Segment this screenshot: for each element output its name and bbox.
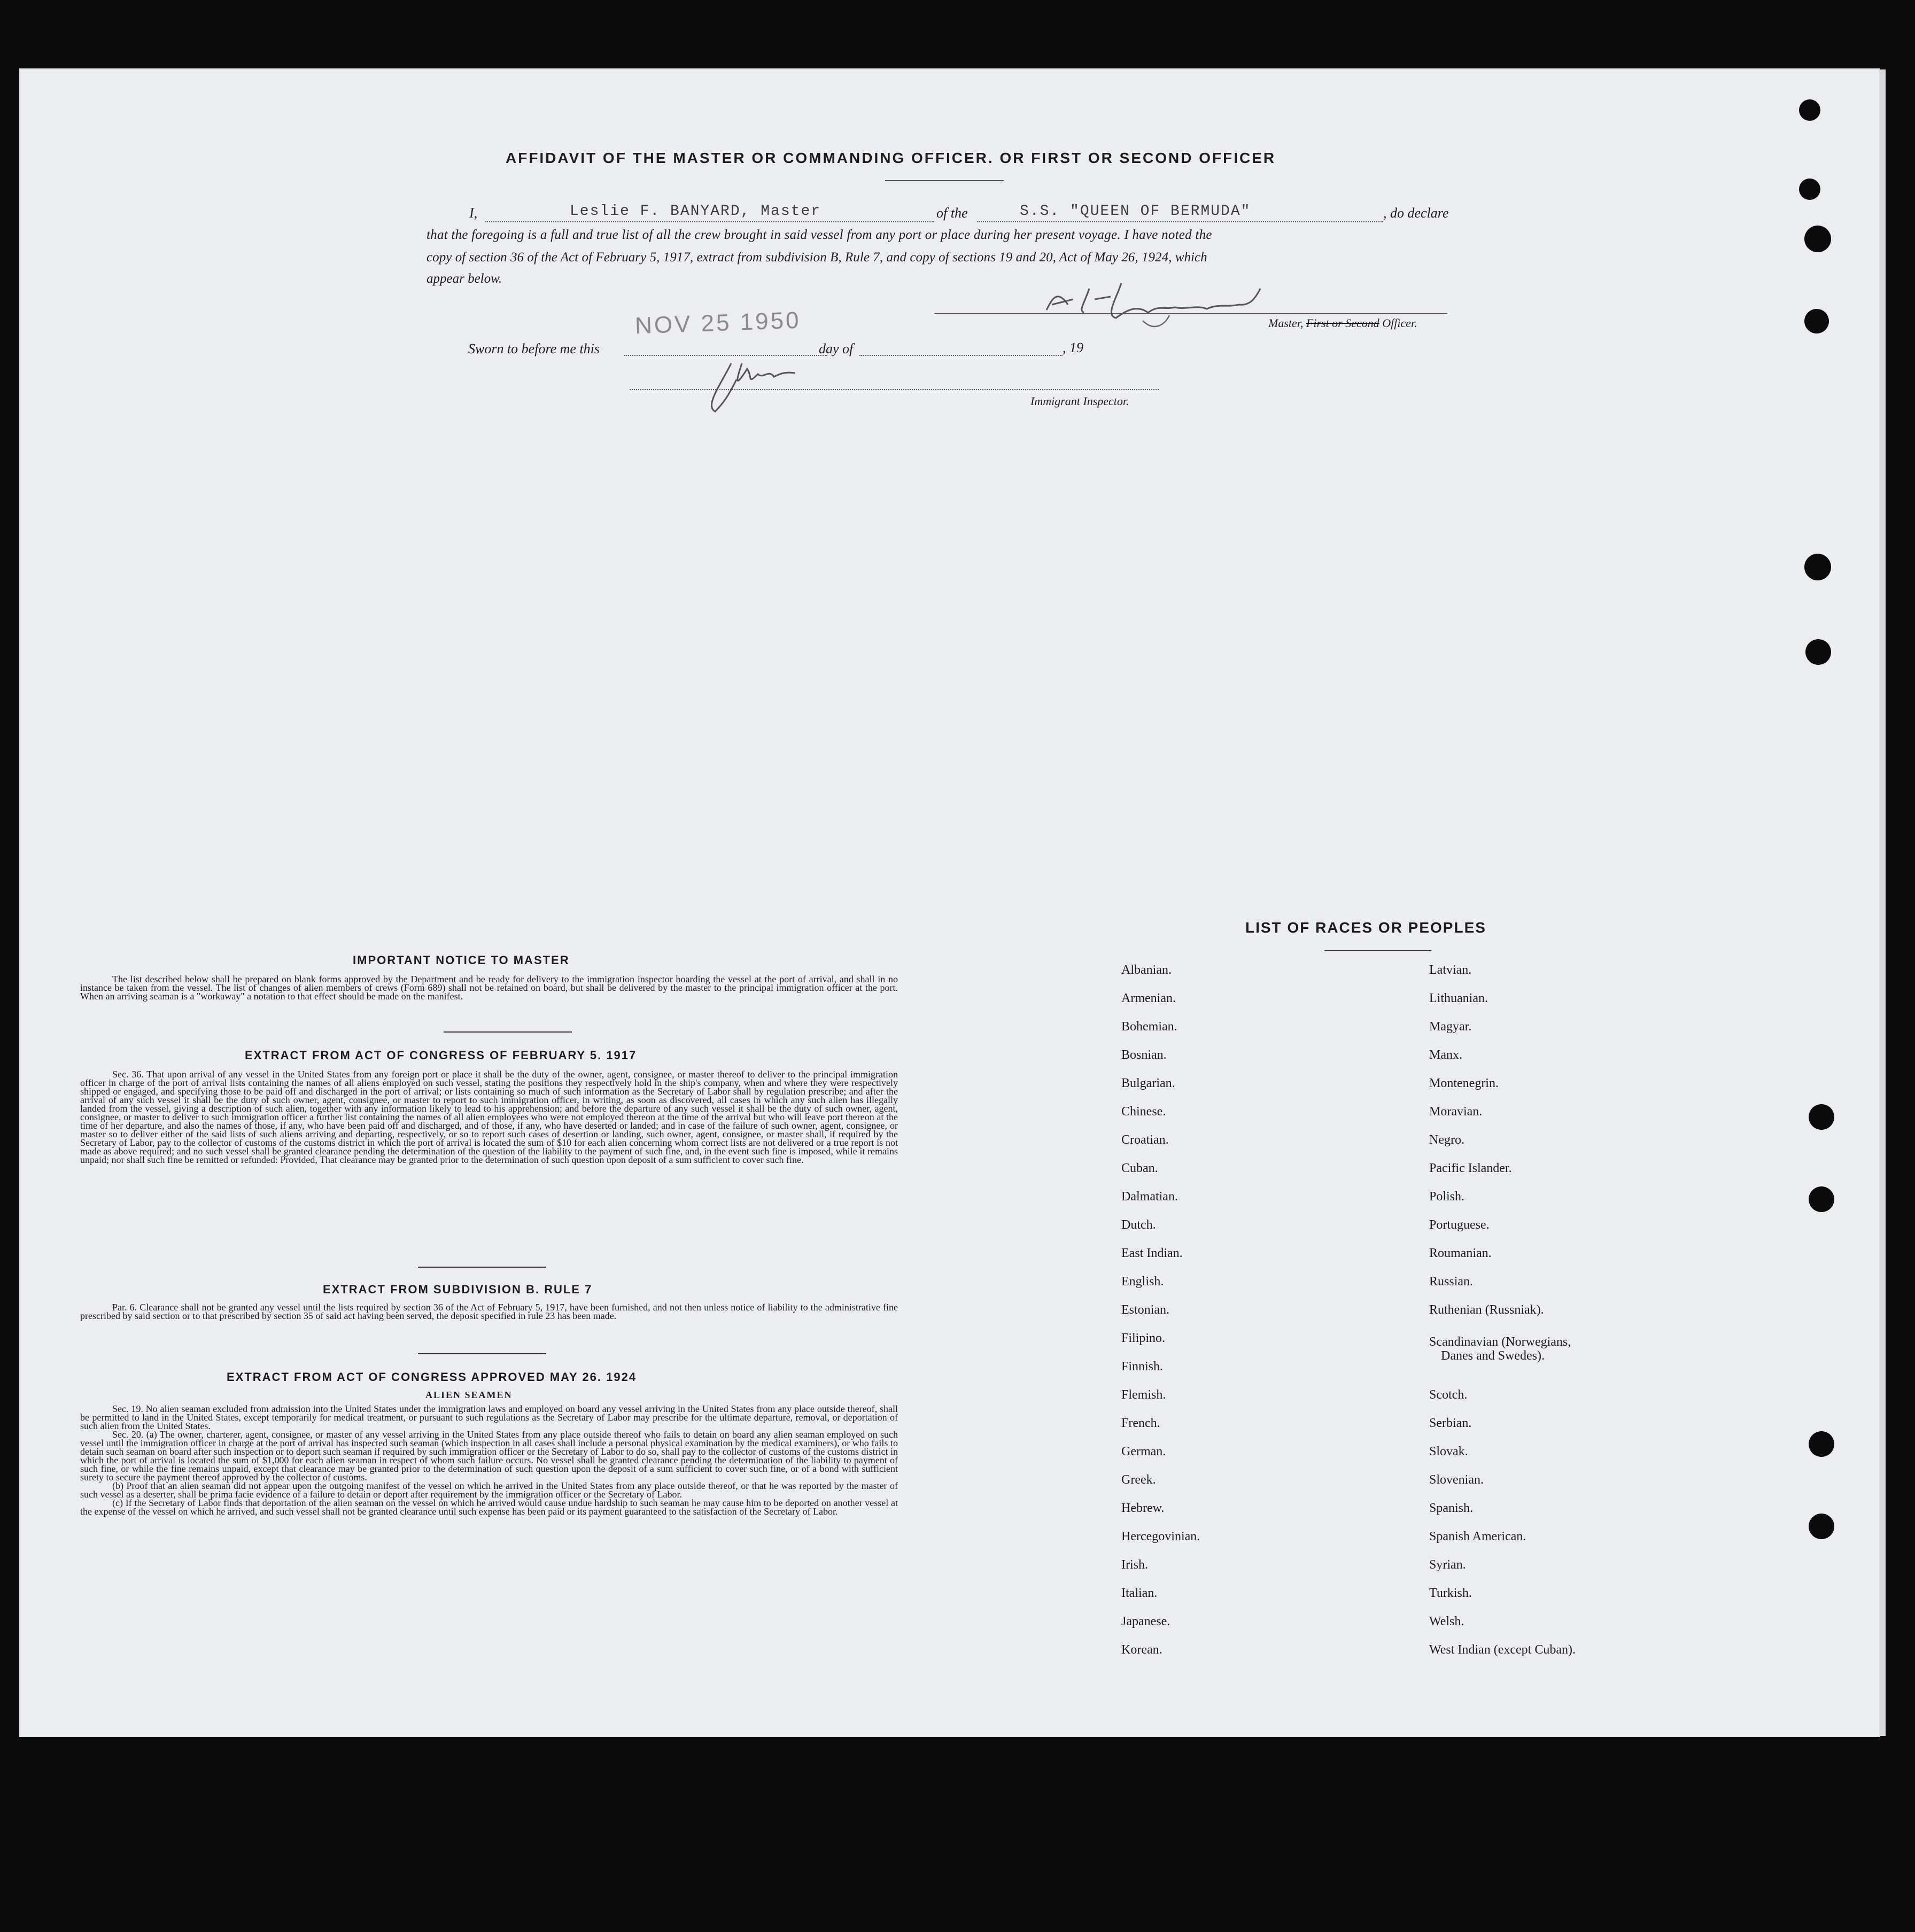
race-item: Lithuanian. bbox=[1429, 991, 1488, 1005]
race-item: Portuguese. bbox=[1429, 1218, 1490, 1232]
race-item: Hebrew. bbox=[1121, 1501, 1165, 1515]
race-item: English. bbox=[1121, 1275, 1164, 1289]
race-item: Chinese. bbox=[1121, 1105, 1166, 1119]
rule7-divider bbox=[418, 1353, 546, 1354]
race-item: Finnish. bbox=[1121, 1360, 1164, 1374]
act1924-sec20c: (c) If the Secretary of Labor finds that deportation of the alien seaman on the vessel on which he arrived would cause undue hardship to such seaman he may cause him to be deported on another vessel at the expense of the vessel on which he arrived, and such vessel shall not be granted clearance until such expense has been paid or its payment guaranteed to the satisfaction of the Secretary of Labor. bbox=[80, 1498, 898, 1517]
master-label: Master, bbox=[1268, 316, 1304, 330]
race-item: Flemish. bbox=[1121, 1388, 1166, 1402]
binder-hole bbox=[1809, 1104, 1834, 1130]
binder-hole bbox=[1809, 1431, 1834, 1457]
race-item: Slovak. bbox=[1429, 1445, 1468, 1458]
inspector-label: Immigrant Inspector. bbox=[1030, 394, 1129, 408]
affidavit-i: I, bbox=[469, 205, 478, 221]
act1924-text bbox=[80, 1405, 898, 1516]
races-title: LIST OF RACES OR PEOPLES bbox=[1245, 919, 1486, 936]
do-declare: , do declare bbox=[1383, 205, 1449, 221]
name-line bbox=[485, 221, 934, 222]
binder-hole bbox=[1805, 639, 1831, 665]
race-item: Montenegrin. bbox=[1429, 1076, 1499, 1090]
race-item: Russian. bbox=[1429, 1275, 1474, 1289]
race-item: Irish. bbox=[1121, 1558, 1148, 1572]
binder-hole bbox=[1804, 309, 1829, 333]
race-item: Greek. bbox=[1121, 1473, 1156, 1487]
rule7-paragraph: Par. 6. Clearance shall not be granted any vessel until the lists required by section 36 of the Act of February 5, 1917, have been furnished, and not then unless notice of liability to the administrative fine prescribed by said section or to that prescribed by section 35 of said act having been served, the deposit specified in rule 23 has been made. bbox=[80, 1302, 898, 1321]
inspector-signature bbox=[683, 347, 822, 422]
notice-title: IMPORTANT NOTICE TO MASTER bbox=[353, 953, 570, 967]
notice-divider bbox=[444, 1031, 572, 1033]
act1924-sec20b: (b) Proof that an alien seaman did not appear upon the outgoing manifest of the vessel on which he arrived in the United States from any place outside thereof, or that he was reported by the master of such vessel as a deserter, shall be prima facie evidence of a failure to detain or deport after requirement by the immigration officer or the Secretary of Labor. bbox=[80, 1480, 898, 1500]
act1917-text bbox=[80, 1070, 898, 1164]
race-item: Croatian. bbox=[1121, 1133, 1169, 1147]
race-item: Negro. bbox=[1429, 1133, 1464, 1147]
act1924-sec20a: Sec. 20. (a) The owner, charterer, agent, consignee, or master of any vessel arriving in the United States from any place outside thereof who fails to detain on board any alien seaman employed on such vessel until the immigration officer in charge at the port of arrival has inspected such seaman (which inspection in all cases shall include a personal physical examination by the medical examiners), or who fails to detain such seaman on board after such inspection or to deport such seaman if required by such immigration officer or the Secretary of Labor to do so, shall pay to the collector of customs of the customs district in which the port of arrival is located the sum of $1,000 for each alien seaman in respect of whom such failure occurs. No vessel shall be granted clearance pending the determination of the liability to payment of such fine, or while the fine remains unpaid, except that clearance may be granted prior to the determination of such question upon the deposit of a sum sufficient to cover such fine, or of a bond with sufficient surety to secure the payment thereof approved by the collector of customs. bbox=[80, 1429, 898, 1483]
race-item: Scandinavian (Norwegians, bbox=[1429, 1335, 1571, 1349]
act1917-title: EXTRACT FROM ACT OF CONGRESS OF FEBRUARY 5. 1917 bbox=[245, 1049, 637, 1062]
race-item: German. bbox=[1121, 1445, 1166, 1458]
race-item: Serbian. bbox=[1429, 1416, 1472, 1430]
sworn-month-line bbox=[859, 355, 1063, 356]
race-item: Italian. bbox=[1121, 1586, 1158, 1600]
race-item: Syrian. bbox=[1429, 1558, 1466, 1572]
race-item: Korean. bbox=[1121, 1643, 1162, 1657]
race-item: Scotch. bbox=[1429, 1388, 1468, 1402]
act1917-paragraph: Sec. 36. That upon arrival of any vessel in the United States from any foreign port or place it shall be the duty of the owner, agent, consignee, or master thereof to deliver to the principal immigration officer in charge of the port of arrival lists containing the names of all aliens employed on such vessel, stating the positions they respectively hold in the ship's company, when and where they were respectively shipped or engaged, and specifying those to be paid off and discharged in the port of arrival; or lists containing so much of such information as the Secretary of Labor shall by regulation prescribe; and after the arrival of any such vessel it shall be the duty of such owner, agent, consignee, or master to report to such immigration officer, in writing, as soon as discovered, all cases in which any such alien has illegally landed from the vessel, giving a description of such alien, together with any information likely to lead to his apprehension; and before the departure of any such vessel it shall be the duty of such owner, agent, consignee, or master to deliver to such immigration officer a further list containing the names of all alien employees who were not employed thereon at the time of the arrival but who will leave port thereon at the time of her departure, and also the names of those, if any, who have been paid off and discharged, and of those, if any, who have deserted or landed; and in case of the failure of such owner, agent, consignee, or master so to deliver either of the said lists of such aliens arriving and departing, respectively, or so to report such cases of desertion or landing, such owner, agent, consignee, or master shall, if required by the Secretary of Labor, pay to the collector of customs of the customs district in which the port of arrival is located the sum of $10 for each alien concerning whom correct lists are not delivered or a true report is not made as above required; and no such vessel shall be granted clearance pending the determination of the question of the liability to the payment of such fine, and, in the event such fine is imposed, while it remains unpaid; nor shall such fine be remitted or refunded: Provided, That clearance may be granted prior to the determination of such question upon deposit of a sum sufficient to cover such fine. bbox=[80, 1069, 898, 1165]
race-item: Welsh. bbox=[1429, 1615, 1464, 1628]
races-divider bbox=[1324, 950, 1431, 951]
day-of-label: day of bbox=[819, 341, 854, 356]
vessel-name: S.S. "QUEEN OF BERMUDA" bbox=[1020, 203, 1251, 220]
title-divider bbox=[885, 180, 1004, 181]
binder-hole bbox=[1809, 1514, 1834, 1539]
binder-hole bbox=[1804, 226, 1831, 252]
race-item: Estonian. bbox=[1121, 1303, 1169, 1317]
race-item: West Indian (except Cuban). bbox=[1429, 1643, 1576, 1657]
race-item: Latvian. bbox=[1429, 963, 1472, 977]
document-sheet bbox=[20, 69, 1879, 1736]
race-item: Filipino. bbox=[1121, 1331, 1166, 1345]
notice-paragraph: The list described below shall be prepared on blank forms approved by the Department and be ready for delivery to the immigration inspector boarding the vessel at the port of arrival, and shall in no instance be taken from the vessel. The list of changes of alien members of crews (Form 689) shall not be retained on board, but shall be delivered by the master to the principal immigration officer at the port. When an arriving seaman is a "workaway" a notation to that effect should be made on the manifest. bbox=[80, 974, 898, 1002]
act1924-title: EXTRACT FROM ACT OF CONGRESS APPROVED MAY 26. 1924 bbox=[227, 1370, 637, 1384]
race-item: Cuban. bbox=[1121, 1161, 1158, 1175]
race-item: Japanese. bbox=[1121, 1615, 1170, 1628]
notice-text bbox=[80, 975, 898, 1000]
binder-hole bbox=[1799, 99, 1820, 121]
master-name: Leslie F. BANYARD, Master bbox=[570, 203, 821, 220]
master-struck: First or Second bbox=[1306, 316, 1379, 330]
race-item: Danes and Swedes). bbox=[1441, 1349, 1545, 1363]
race-item: Roumanian. bbox=[1429, 1246, 1492, 1260]
race-item: Bohemian. bbox=[1121, 1020, 1177, 1034]
race-item: Spanish American. bbox=[1429, 1530, 1526, 1543]
rule7-text bbox=[80, 1303, 898, 1320]
date-stamp: NOV 25 1950 bbox=[634, 307, 802, 339]
race-item: Turkish. bbox=[1429, 1586, 1472, 1600]
rule7-title: EXTRACT FROM SUBDIVISION B. RULE 7 bbox=[323, 1283, 593, 1296]
race-item: Magyar. bbox=[1429, 1020, 1472, 1034]
race-item: Slovenian. bbox=[1429, 1473, 1484, 1487]
race-item: Bulgarian. bbox=[1121, 1076, 1175, 1090]
race-item: Manx. bbox=[1429, 1048, 1462, 1062]
race-item: Armenian. bbox=[1121, 991, 1176, 1005]
race-item: Moravian. bbox=[1429, 1105, 1483, 1119]
binder-hole bbox=[1799, 179, 1820, 200]
race-item: Bosnian. bbox=[1121, 1048, 1167, 1062]
act1924-subtitle: ALIEN SEAMEN bbox=[425, 1390, 513, 1400]
affidavit-line-2: that the foregoing is a full and true list of all the crew brought in said vessel from any port or place during her present voyage. I have noted the bbox=[427, 228, 1212, 242]
of-the-label: of the bbox=[936, 205, 968, 221]
race-item: Polish. bbox=[1429, 1190, 1465, 1204]
race-item: Spanish. bbox=[1429, 1501, 1474, 1515]
act1917-divider bbox=[418, 1267, 546, 1268]
master-title bbox=[1268, 316, 1417, 330]
master-signature-line bbox=[934, 313, 1447, 314]
sworn-label: Sworn to before me this bbox=[468, 341, 600, 356]
race-item: Dalmatian. bbox=[1121, 1190, 1178, 1204]
binder-hole bbox=[1804, 554, 1831, 580]
affidavit-line-3: copy of section 36 of the Act of February 5, 1917, extract from subdivision B, Rule 7, and copy of sections 19 and 20, Act of May 26, 1924, which bbox=[427, 250, 1207, 265]
race-item: Dutch. bbox=[1121, 1218, 1156, 1232]
affidavit-line-4: appear below. bbox=[427, 271, 502, 286]
race-item: Albanian. bbox=[1121, 963, 1172, 977]
race-item: Pacific Islander. bbox=[1429, 1161, 1512, 1175]
race-item: Ruthenian (Russniak). bbox=[1429, 1303, 1544, 1317]
race-item: East Indian. bbox=[1121, 1246, 1183, 1260]
year-label: , 19 bbox=[1063, 340, 1083, 355]
act1924-sec19: Sec. 19. No alien seaman excluded from admission into the United States under the immigration laws and employed on board any vessel arriving in the United States from any place outside thereof, shall be permitted to land in the United States, except temporarily for medical treatment, or pursuant to such regulations as the Secretary of Labor may prescribe for the ultimate departure, removal, or deportation of such alien from the United States. bbox=[80, 1403, 898, 1431]
race-item: Hercegovinian. bbox=[1121, 1530, 1200, 1543]
inspector-line bbox=[630, 389, 1159, 390]
affidavit-title: AFFIDAVIT OF THE MASTER OR COMMANDING OFFICER. OR FIRST OR SECOND OFFICER bbox=[506, 150, 1276, 166]
binder-hole bbox=[1809, 1186, 1834, 1212]
master-officer: Officer. bbox=[1382, 316, 1417, 330]
vessel-line bbox=[977, 221, 1383, 222]
race-item: French. bbox=[1121, 1416, 1160, 1430]
